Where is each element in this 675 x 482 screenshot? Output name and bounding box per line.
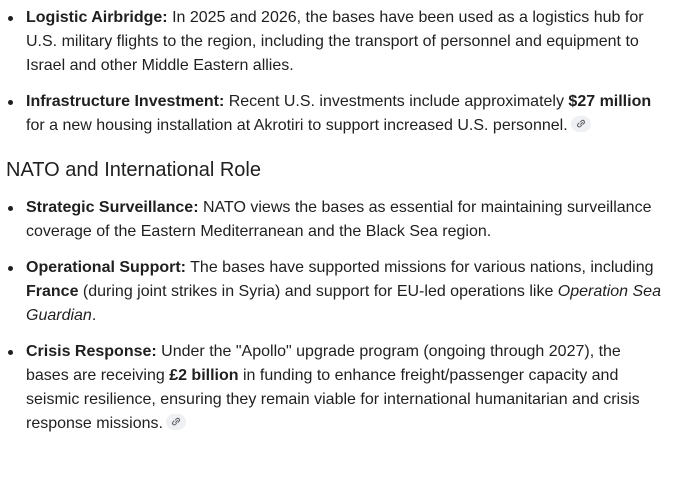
list-item-logistic-airbridge	[0, 6, 675, 78]
source-link-button[interactable]	[166, 414, 186, 430]
item-italic: Operation Sea Guardian	[26, 283, 661, 324]
item-text: Recent U.S. investments include approximately	[224, 93, 569, 110]
link-icon	[575, 118, 587, 130]
item-highlight: £2 billion	[169, 367, 239, 384]
response-content	[0, 6, 675, 448]
source-link-button[interactable]	[571, 116, 591, 132]
item-lead: Logistic Airbridge:	[26, 9, 168, 26]
item-text: NATO views the bases as essential for maintaining surveillance coverage of the Eastern Mediterranean and the Black Sea region.	[26, 199, 652, 240]
list-item-infrastructure-investment	[0, 90, 675, 138]
list-item-strategic-surveillance	[0, 196, 675, 244]
item-text: (during joint strikes in Syria) and support for EU-led operations like	[78, 283, 558, 300]
item-lead: Infrastructure Investment:	[26, 93, 225, 110]
item-text: in funding to enhance freight/passenger capacity and seismic resilience, ensuring they remain viable for international humanitarian and crisis response missions.	[26, 367, 640, 432]
item-text: Under the "Apollo" upgrade program (ongoing through 2027), the bases are receiving	[26, 343, 621, 384]
us-role-list	[0, 6, 675, 138]
item-text: for a new housing installation at Akrotiri to support increased U.S. personnel.	[26, 117, 568, 134]
list-item-crisis-response	[0, 340, 675, 436]
item-text: .	[91, 307, 97, 324]
item-text: In 2025 and 2026, the bases have been used as a logistics hub for U.S. military flights to the region, including the transport of personnel and equipment to Israel and other Middle Eastern allies.	[26, 9, 644, 74]
item-lead: Crisis Response:	[26, 343, 157, 360]
item-highlight: $27 million	[568, 93, 652, 110]
list-item-operational-support	[0, 256, 675, 328]
item-highlight: France	[26, 283, 79, 300]
nato-role-list	[0, 196, 675, 436]
item-text: The bases have supported missions for various nations, including	[186, 259, 654, 276]
section-heading: NATO and International Role	[6, 159, 261, 181]
item-lead: Operational Support:	[26, 259, 186, 276]
item-lead: Strategic Surveillance:	[26, 199, 199, 216]
link-icon	[170, 416, 182, 428]
